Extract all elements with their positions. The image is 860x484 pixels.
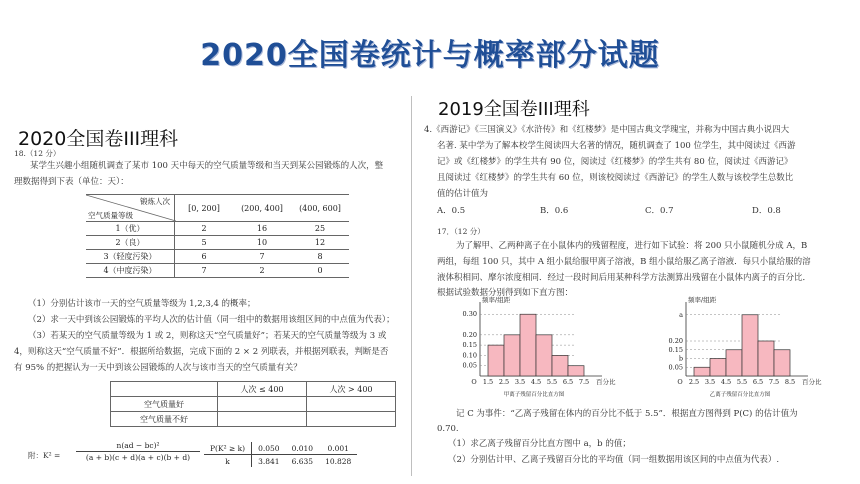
cont-col-header: 人次 ≤ 400 (218, 382, 307, 397)
q18-intro-2: 理数据得到下表（单位：天）： (14, 177, 129, 187)
q18-intro: 某学生兴趣小组随机调查了某市 100 天中每天的空气质量等级和当天到某公园锻炼的人次，整 (30, 161, 384, 171)
cell (218, 412, 307, 427)
cell: 5 (175, 236, 234, 250)
q18-part3-line1: （3）若某天的空气质量等级为 1 或 2，则称这天“空气质量好”；若某天的空气质量等级为 3 或 (28, 331, 387, 341)
histogram-bar (520, 314, 536, 376)
histogram-yi (652, 296, 852, 404)
x-tick-label: 3.5 (514, 378, 526, 386)
histogram-bar (726, 350, 742, 376)
x-tick-label: 8.5 (784, 378, 796, 386)
chart-caption: 乙离子残留百分比直方图 (709, 392, 771, 398)
y-tick-label: 0.30 (462, 310, 477, 319)
cell (307, 412, 396, 427)
row-label: 4（中度污染） (86, 264, 175, 278)
q17-line4: 根据试验数据分别得到如下直方图： (437, 288, 574, 298)
pk-label: P(K² ≥ k) (204, 442, 252, 455)
q4-line3: 记》或《红楼梦》的学生共有 90 位，阅读过《红楼梦》的学生共有 80 位，阅读过《西游记》 (437, 157, 793, 167)
histogram-bar (694, 367, 710, 376)
x-tick-label: 3.5 (704, 378, 716, 386)
y-tick-label: 0.15 (668, 345, 683, 354)
cell (218, 397, 307, 412)
histogram-bar (568, 366, 584, 376)
table-corner (86, 195, 175, 222)
origin-label: O (471, 378, 477, 386)
cell: 0 (291, 264, 349, 278)
k2-denominator: (a + b)(c + d)(a + c)(b + d) (85, 453, 191, 462)
y-tick-label: 0.05 (668, 363, 683, 372)
q4-line4: 且阅读过《红楼梦》的学生共有 60 位，则该校阅读过《西游记》的学生人数与该校学生总数比 (437, 173, 794, 183)
row-label: 2（良） (86, 236, 175, 250)
pk-value: 0.010 (286, 442, 319, 455)
y-tick-label: a (679, 310, 683, 319)
q18-part3-line3: 有 95% 的把握认为一天中到该公园锻炼的人次与该市当天的空气质量有关？ (14, 363, 302, 373)
cell: 25 (291, 222, 349, 236)
corner-top-label: 锻炼人次 (140, 197, 170, 206)
x-tick-label: 4.5 (720, 378, 732, 386)
table-row (86, 222, 349, 236)
histogram-bar (742, 315, 758, 376)
q17-line3: 液体积相同、摩尔浓度相同．经过一段时间后用某种科学方法测算出残留在小鼠体内离子的百分比． (437, 273, 812, 283)
right-heading: 2019全国卷III理科 (438, 99, 590, 120)
k-label: k (204, 455, 252, 468)
q4-line5: 值的估计值为 (437, 189, 489, 199)
air-quality-table (86, 194, 349, 278)
y-tick-label: 0.05 (462, 361, 477, 370)
q4-option-c: C．0.7 (645, 206, 674, 216)
cell: 6 (175, 250, 234, 264)
critical-value-table (204, 442, 357, 467)
row-label: 3（轻度污染） (86, 250, 175, 264)
histogram-bar (774, 350, 790, 376)
y-axis-label: 频率/组距 (482, 296, 511, 304)
q18-part2: （2）求一天中到该公园锻炼的平均人次的估计值（同一组中的数据用该组区间的中点值为代表）； (28, 315, 395, 325)
cell: 2 (175, 222, 234, 236)
contingency-table (110, 381, 396, 427)
pk-value: 0.050 (252, 442, 286, 455)
cell: 12 (291, 236, 349, 250)
histogram-bar (552, 355, 568, 376)
q4-option-b: B．0.6 (540, 206, 569, 216)
cont-corner (111, 382, 218, 397)
y-tick-label: 0.10 (462, 351, 477, 360)
cell: 10 (233, 236, 291, 250)
pk-value: 0.001 (319, 442, 357, 455)
x-tick-label: 7.5 (578, 378, 590, 386)
q18-part1: （1）分别估计该市一天的空气质量等级为 1,2,3,4 的概率； (28, 299, 256, 309)
q18-part3-line2: 4，则称这天“空气质量不好”．根据所给数据，完成下面的 2 × 2 列联表，并根据列联表，判断是否 (14, 347, 389, 357)
k-value: 3.841 (258, 456, 280, 466)
table-row (86, 264, 349, 278)
table-row (86, 236, 349, 250)
cont-row-label: 空气质量不好 (111, 412, 218, 427)
cell: 16 (233, 222, 291, 236)
cell: 7 (175, 264, 234, 278)
table-col-header: [0, 200] (175, 195, 234, 222)
histogram-jia (446, 296, 646, 404)
table-row (86, 250, 349, 264)
histogram-bar (504, 335, 520, 376)
x-tick-label: 4.5 (530, 378, 542, 386)
k2-formula (76, 440, 200, 463)
k-value: 10.828 (325, 456, 352, 466)
x-tick-label: 7.5 (768, 378, 780, 386)
left-heading: 2020全国卷III理科 (18, 128, 179, 150)
cont-col-header: 人次 > 400 (307, 382, 396, 397)
origin-label: O (677, 378, 683, 386)
x-tick-label: 6.5 (752, 378, 764, 386)
cell: 8 (291, 250, 349, 264)
table-col-header: (400, 600] (291, 195, 349, 222)
q4-line2: 名著. 某中学为了解本校学生阅读四大名著的情况，随机调查了 100 位学生，其中阅读过《西游 (437, 141, 796, 151)
histogram-bar (536, 335, 552, 376)
x-tick-label: 5.5 (546, 378, 558, 386)
q4-line1: 4.《西游记》《三国演义》《水浒传》和《红楼梦》是中国古典文学瑰宝，并称为中国古典小说四大 (424, 125, 790, 135)
q4-option-d: D．0.8 (752, 206, 781, 216)
slide-title: 2020全国卷统计与概率部分试题 (200, 38, 660, 73)
q17-sub2: （2）分别估计甲、乙离子残留百分比的平均值（同一组数据用该区间的中点值为代表）. (448, 455, 780, 465)
table-col-header: (200, 400] (233, 195, 291, 222)
y-tick-label: b (678, 354, 683, 363)
table-row (111, 412, 396, 427)
y-tick-label: 0.20 (462, 330, 477, 339)
q17-sub1: （1）求乙离子残留百分比直方图中 a，b 的值； (448, 439, 631, 449)
cell: 7 (233, 250, 291, 264)
table-row (111, 397, 396, 412)
q17-line2: 两组，每组 100 只，其中 A 组小鼠给服甲离子溶液，B 组小鼠给服乙离子溶液．每只小鼠给服的溶 (437, 257, 811, 267)
q18-head: 18.（12 分） (14, 149, 61, 158)
q17-condition-line2: 0.70. (437, 424, 459, 434)
x-tick-label: 2.5 (688, 378, 700, 386)
y-tick-label: 0.20 (668, 337, 683, 345)
chart-caption: 甲离子残留百分比直方图 (503, 392, 565, 398)
y-axis-label: 频率/组距 (688, 296, 717, 304)
cell: 2 (233, 264, 291, 278)
histogram-bar (758, 341, 774, 376)
x-tick-label: 6.5 (562, 378, 574, 386)
histogram-bar (488, 345, 504, 376)
q17-head: 17．（12 分） (437, 227, 485, 236)
cont-row-label: 空气质量好 (111, 397, 218, 412)
corner-bottom-label: 空气质量等级 (88, 211, 133, 220)
histogram-bar (710, 359, 726, 377)
x-axis-label: 百分比 (802, 378, 822, 386)
column-divider (411, 96, 412, 476)
k2-numerator: n(ad − bc)² (76, 440, 200, 452)
row-label: 1（优） (86, 222, 175, 236)
x-tick-label: 5.5 (736, 378, 748, 386)
q4-option-a: A．0.5 (437, 206, 466, 216)
y-tick-label: 0.15 (462, 341, 477, 350)
cell (307, 397, 396, 412)
q17-condition-line1: 记 C 为事件：“乙离子残留在体内的百分比不低于 5.5”．根据直方图得到 P(C) 的估计值为 (456, 409, 798, 419)
appendix-label: 附：K² = (28, 451, 61, 460)
q17-line1: 为了解甲、乙两种离子在小鼠体内的残留程度，进行如下试验：将 200 只小鼠随机分成 A，B (456, 241, 808, 251)
k-value: 6.635 (291, 456, 314, 466)
x-axis-label: 百分比 (596, 378, 616, 386)
x-tick-label: 1.5 (482, 378, 494, 386)
x-tick-label: 2.5 (498, 378, 510, 386)
